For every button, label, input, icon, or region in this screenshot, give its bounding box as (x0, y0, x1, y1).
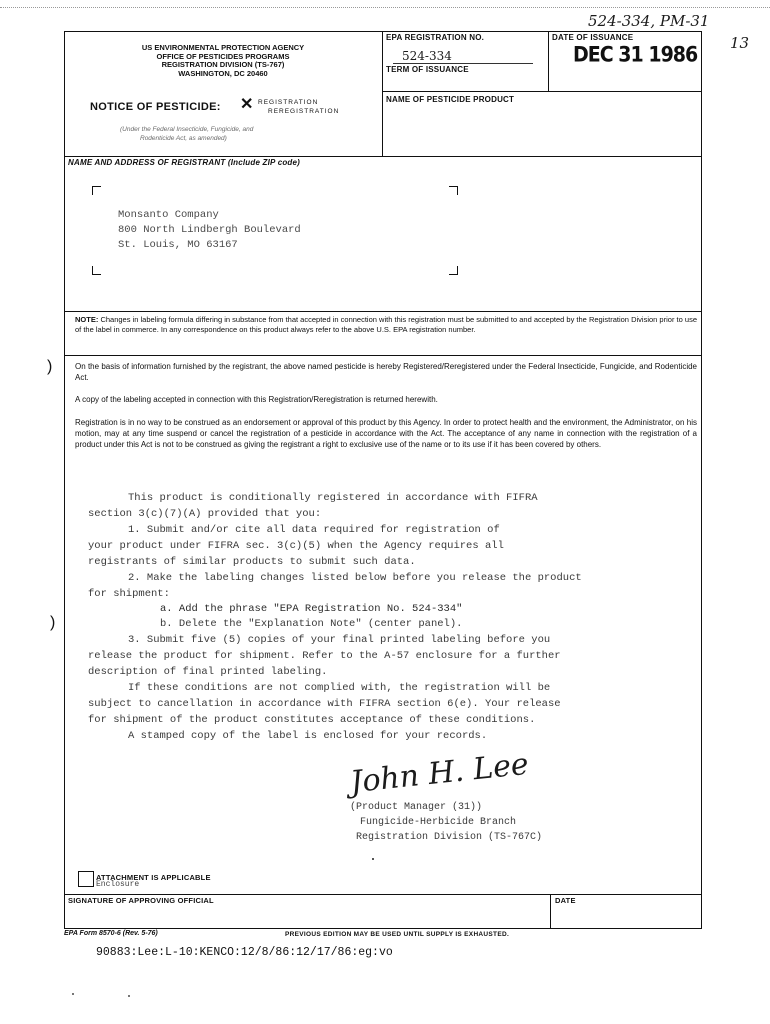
registrant-address (118, 208, 301, 253)
epa-registration-value: 524-334 (402, 49, 452, 63)
form-previous-edition: PREVIOUS EDITION MAY BE USED UNTIL SUPPLY IS EXHAUSTED. (285, 931, 510, 938)
signer-branch: Fungicide-Herbicide Branch (360, 817, 517, 828)
typed-line: b. Delete the "Explanation Note" (center panel). (160, 618, 463, 630)
header-divider-2 (548, 31, 549, 91)
note-text: Changes in labeling formula differing in substance from that accepted in connection with this registration must be submitted to and accepted by the Registration Division prior to use of the label in commerce. In any correspondence on this product always refer to the above U.S. EPA registration number. (75, 315, 697, 334)
attachment-enclosure: Enclosure (96, 880, 140, 889)
typed-line: A stamped copy of the label is enclosed for your records. (128, 730, 488, 742)
date-of-issuance-stamp: DEC 31 1986 (573, 42, 698, 68)
header-divider-1 (382, 31, 383, 156)
scan-speck (128, 995, 130, 997)
signer-block (350, 800, 542, 845)
notice-option-registration: REGISTRATION (258, 99, 319, 106)
notice-title: NOTICE OF PESTICIDE: (90, 101, 221, 113)
address-bracket-bottom-right (449, 266, 458, 275)
typed-line: 1. Submit and/or cite all data required for registration of (128, 524, 500, 536)
typed-line: registrants of similar products to submit such data. (88, 556, 416, 568)
agency-block (70, 44, 376, 78)
date-label: DATE (555, 896, 576, 905)
scan-speck (372, 858, 374, 860)
note-label: NOTE: (75, 315, 99, 324)
header-row-line (382, 91, 701, 92)
signature-official-label: SIGNATURE OF APPROVING OFFICIAL (68, 896, 214, 905)
handwritten-corner-mark: 13 (730, 34, 750, 52)
margin-bracket-mark-2: ) (50, 614, 56, 631)
epa-registration-label: EPA REGISTRATION NO. (386, 33, 485, 42)
date-of-issuance-label: DATE OF ISSUANCE (552, 33, 634, 42)
registrant-city: St. Louis, MO 63167 (118, 239, 238, 251)
form-number: EPA Form 8570-6 (Rev. 5-76) (64, 930, 158, 937)
typed-line: 3. Submit five (5) copies of your final printed labeling before you (128, 634, 551, 646)
header-bottom-line (64, 156, 701, 157)
notice-subtitle-line-2: Rodenticide Act, as amended) (140, 135, 227, 142)
note-top-line (64, 311, 701, 312)
margin-bracket-mark: ) (47, 358, 53, 375)
typed-line: for shipment: (88, 588, 170, 600)
signature-row-divider (550, 894, 551, 928)
registrant-street: 800 North Lindbergh Boulevard (118, 224, 301, 236)
signer-division: Registration Division (TS-767C) (356, 832, 543, 843)
epa-registration-underline (393, 63, 533, 64)
typed-line: section 3(c)(7)(A) provided that you: (88, 508, 322, 520)
typed-line: This product is conditionally registered in accordance with FIFRA (128, 492, 538, 504)
attachment-checkbox (78, 871, 94, 887)
handwritten-reference: 524-334, PM-31 (588, 12, 710, 30)
product-name-label: NAME OF PESTICIDE PRODUCT (386, 95, 515, 104)
handwritten-signature: John H. Lee (348, 746, 531, 801)
typed-line: 2. Make the labeling changes listed below before you release the product (128, 572, 582, 584)
address-bracket-top-right (449, 186, 458, 195)
typed-line: description of final printed labeling. (88, 666, 328, 678)
note-block (75, 315, 697, 335)
address-bracket-top-left (92, 186, 101, 195)
attachment-label: ATTACHMENT IS APPLICABLE (96, 873, 211, 882)
agency-name: US ENVIRONMENTAL PROTECTION AGENCY (141, 43, 305, 52)
signer-title: (Product Manager (31)) (350, 802, 483, 813)
typed-line: a. Add the phrase "EPA Registration No. 524-334" (160, 603, 463, 615)
typed-line: your product under FIFRA sec. 3(c)(5) when the Agency requires all (88, 540, 504, 552)
agency-office: OFFICE OF PESTICIDES PROGRAMS (156, 51, 290, 61)
scan-speck (72, 993, 74, 995)
agency-city: WASHINGTON, DC 20460 (178, 68, 268, 78)
note-bottom-line (64, 355, 701, 356)
check-mark-icon: ✕ (240, 96, 254, 113)
typed-line: If these conditions are not complied with, the registration will be (128, 682, 551, 694)
typist-code: 90883:Lee:L-10:KENCO:12/8/86:12/17/86:eg:vo (96, 946, 393, 959)
typed-line: release the product for shipment. Refer to the A-57 enclosure for a further (88, 650, 561, 662)
paragraph-registration-basis: On the basis of information furnished by the registrant, the above named pesticide is hereby Registered/Reregistered under the Federal Insecticide, Fungicide, and Rodenticide Act. (75, 362, 697, 382)
signature-row-line (64, 894, 701, 895)
registrant-label: NAME AND ADDRESS OF REGISTRANT (Include ZIP code) (68, 158, 301, 167)
paragraph-labeling-copy: A copy of the labeling accepted in connection with this Registration/Reregistration is returned herewith. (75, 395, 438, 404)
agency-division: REGISTRATION DIVISION (TS-767) (161, 60, 285, 70)
term-of-issuance-label: TERM OF ISSUANCE (386, 65, 469, 74)
paragraph-disclaimer: Registration is in no way to be construed as an endorsement or approval of this product by this Agency. In order to protect health and the environment, the Administrator, on his motion, may at any time suspend or cancel the registration of a pesticide in accordance with the Act. The acceptance of any name in connection with the registration of a product under this Act is not to be construed as giving the registrant a right to exclusive use of the name or to its use if it has been covered by others. (75, 418, 697, 449)
notice-subtitle-line-1: (Under the Federal Insecticide, Fungicide, and (120, 126, 254, 133)
registrant-name: Monsanto Company (118, 209, 219, 221)
typed-line: for shipment of the product constitutes acceptance of these conditions. (88, 714, 536, 726)
notice-option-reregistration: REREGISTRATION (268, 108, 340, 115)
address-bracket-bottom-left (92, 266, 101, 275)
typed-line: subject to cancellation in accordance with FIFRA section 6(e). Your release (88, 698, 561, 710)
scan-edge-noise (0, 7, 770, 8)
notice-subtitle (120, 125, 253, 143)
notice-options (258, 98, 339, 116)
